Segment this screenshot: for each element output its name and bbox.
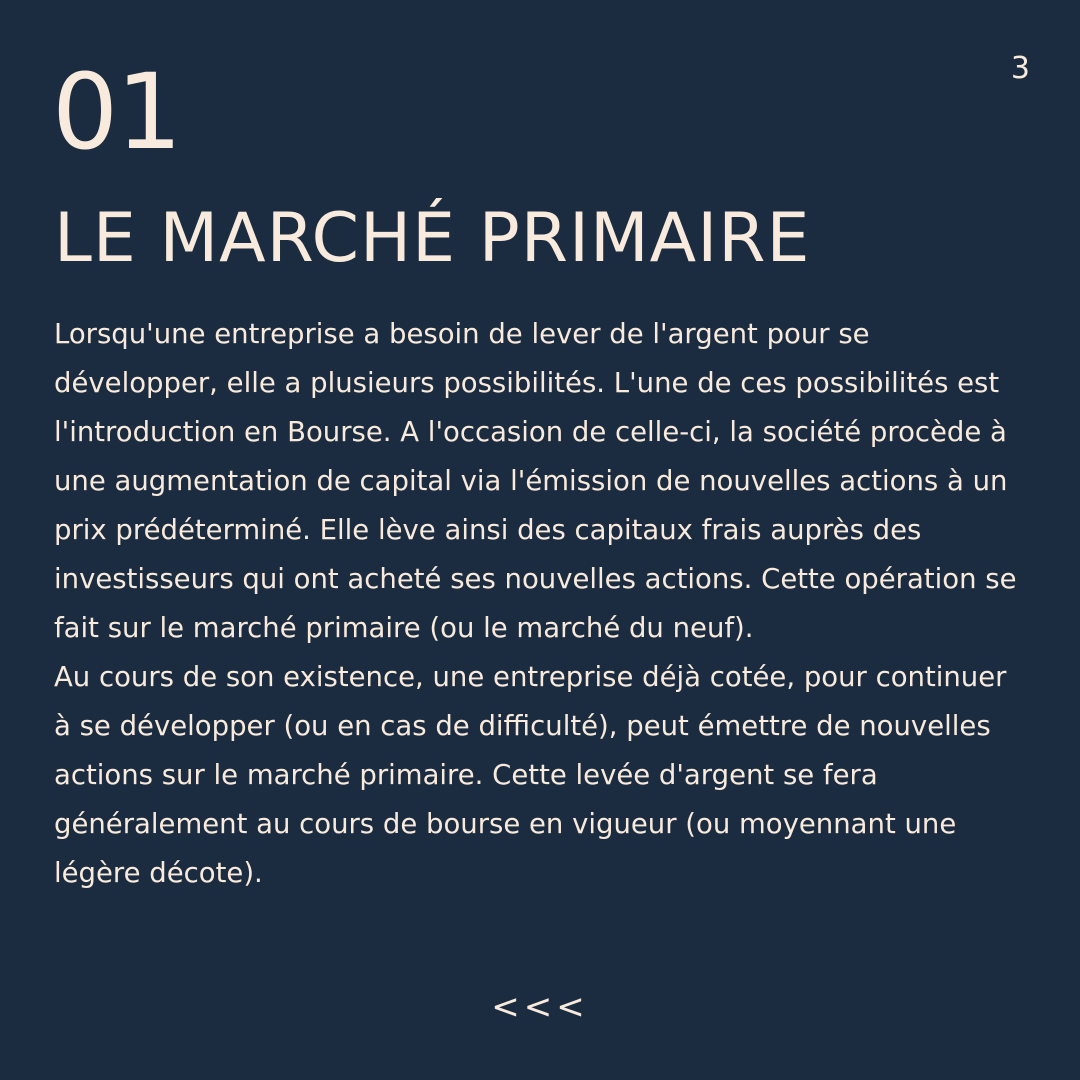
page-number: 3 (1010, 51, 1030, 86)
previous-arrows-button[interactable]: <<< (491, 987, 589, 1027)
body-paragraph: Au cours de son existence, une entreprise déjà cotée, pour continuer à se développer (ou en cas de difficulté), peut émettre de nouvelles actions sur le marché primaire. Cette levée d'argent se fera généralement au cours de bourse en vigueur (ou moyennant une légère décote). (54, 661, 1007, 889)
body-text (54, 310, 1029, 898)
section-number: 01 (52, 51, 181, 173)
body-paragraph: Lorsqu'une entreprise a besoin de lever de l'argent pour se développer, elle a plusieurs possibilités. L'une de ces possibilités est l'introduction en Bourse. A l'occasion de celle-ci, la société procède à une augmentation de capital via l'émission de nouvelles actions à un prix prédéterminé. Elle lève ainsi des capitaux frais auprès des investisseurs qui ont acheté ses nouvelles actions. Cette opération se fait sur le marché primaire (ou le marché du neuf). (54, 318, 1017, 644)
slide-title: LE MARCHÉ PRIMAIRE (54, 199, 811, 278)
